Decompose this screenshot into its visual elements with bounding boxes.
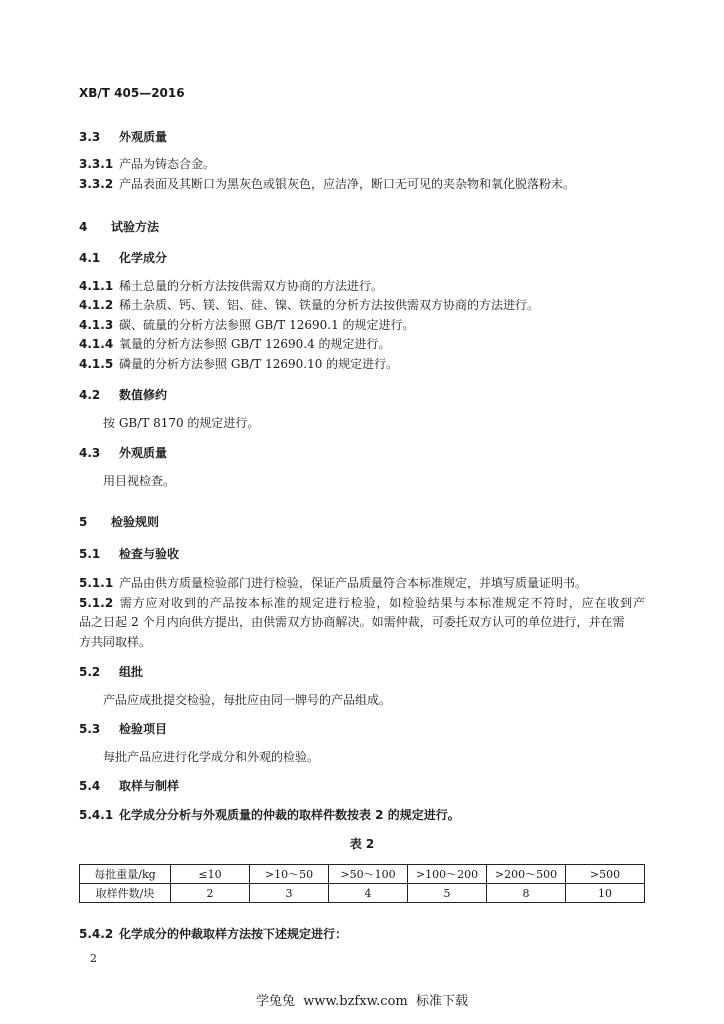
section-4-3-heading (79, 446, 167, 460)
clause-number: 5.4.2 (79, 927, 114, 941)
clause-5-4-2 (79, 927, 347, 941)
sampling-table (79, 864, 645, 903)
table-row (80, 865, 645, 884)
section-number: 4.1 (79, 251, 101, 265)
clause-text: 化学成分分析与外观质量的仲裁的取样件数按表 2 的规定进行。 (119, 808, 460, 822)
table-cell: 5 (408, 884, 487, 903)
section-5-2-body: 产品应成批提交检验，每批应由同一牌号的产品组成。 (103, 693, 392, 707)
section-5-4-heading (79, 779, 179, 793)
clause-5-1-2-line-3: 方共同取样。 (79, 635, 152, 649)
clause-number: 4.1.2 (79, 298, 114, 312)
section-number: 5.2 (79, 665, 101, 679)
clause-3-3-1 (79, 157, 215, 171)
table-row (80, 884, 645, 903)
section-4-2-body: 按 GB/T 8170 的规定进行。 (103, 416, 260, 430)
section-5-heading (79, 515, 159, 529)
clause-text: 氧量的分析方法参照 GB/T 12690.4 的规定进行。 (119, 337, 391, 351)
clause-number: 4.1.1 (79, 279, 114, 293)
section-5-3-body: 每批产品应进行化学成分和外观的检验。 (103, 750, 320, 764)
table-cell: 2 (171, 884, 250, 903)
clause-text: 产品为铸态合金。 (119, 157, 216, 171)
section-4-2-heading (79, 388, 167, 402)
table-cell: >100～200 (408, 865, 487, 884)
clause-number: 5.1.1 (79, 576, 114, 590)
clause-5-4-1 (79, 808, 460, 822)
clause-4-1-5 (79, 357, 398, 371)
clause-number: 3.3.1 (79, 157, 114, 171)
clause-5-1-1 (79, 576, 587, 590)
clause-4-1-1 (79, 279, 383, 293)
clause-4-1-2 (79, 298, 539, 312)
section-title: 取样与制样 (119, 779, 180, 793)
table-cell: 8 (487, 884, 566, 903)
section-number: 3.3 (79, 130, 101, 144)
clause-number: 5.1.2 (79, 596, 114, 610)
section-3-3-heading (79, 130, 167, 144)
section-title: 数值修约 (119, 388, 168, 402)
section-title: 试验方法 (111, 220, 160, 234)
clause-3-3-2 (79, 177, 575, 191)
table-caption: 表 2 (349, 837, 375, 851)
section-4-3-body: 用目视检查。 (103, 474, 176, 488)
section-title: 外观质量 (119, 446, 168, 460)
clause-text: 磷量的分析方法参照 GB/T 12690.10 的规定进行。 (119, 357, 399, 371)
section-number: 5.3 (79, 722, 101, 736)
section-number: 5.4 (79, 779, 101, 793)
clause-text: 需方应对收到的产品按本标准的规定进行检验，如检验结果与本标准规定不符时，应在收到产 (119, 596, 645, 610)
table-row-label: 每批重量/kg (80, 865, 171, 884)
section-title: 组批 (119, 665, 144, 679)
clause-text: 产品表面及其断口为黑灰色或银灰色，应洁净，断口无可见的夹杂物和氧化脱落粉末。 (119, 177, 576, 191)
section-title: 化学成分 (119, 251, 168, 265)
section-title: 检验规则 (111, 515, 160, 529)
table-cell: ≤10 (171, 865, 250, 884)
clause-text: 化学成分的仲裁取样方法按下述规定进行： (119, 927, 348, 941)
section-title: 外观质量 (119, 130, 168, 144)
clause-number: 4.1.5 (79, 357, 114, 371)
section-5-1-heading (79, 547, 179, 561)
clause-number: 3.3.2 (79, 177, 114, 191)
clause-number: 4.1.3 (79, 318, 114, 332)
table-row-label: 取样件数/块 (80, 884, 171, 903)
section-title: 检查与验收 (119, 547, 180, 561)
standard-code: XB/T 405—2016 (79, 86, 185, 100)
section-number: 5 (79, 515, 88, 529)
section-5-3-heading (79, 722, 167, 736)
clause-text: 稀土总量的分析方法按供需双方协商的方法进行。 (119, 279, 384, 293)
table-cell: 4 (329, 884, 408, 903)
section-5-2-heading (79, 665, 143, 679)
clause-5-1-2-line-2: 品之日起 2 个月内向供方提出，由供需双方协商解决。如需仲裁，可委托双方认可的单位进行，并在需 (79, 615, 625, 629)
clause-text: 碳、硫量的分析方法参照 GB/T 12690.1 的规定进行。 (119, 318, 415, 332)
page-number: 2 (90, 952, 97, 965)
section-number: 4 (79, 220, 88, 234)
clause-4-1-4 (79, 337, 391, 351)
section-4-1-heading (79, 251, 167, 265)
clause-number: 4.1.4 (79, 337, 114, 351)
clause-number: 5.4.1 (79, 808, 114, 822)
table-cell: >10～50 (250, 865, 329, 884)
table-cell: 10 (566, 884, 645, 903)
table-cell: >50～100 (329, 865, 408, 884)
clause-5-1-2-line-1 (79, 596, 645, 610)
table-cell: 3 (250, 884, 329, 903)
table-cell: >200～500 (487, 865, 566, 884)
section-4-heading (79, 220, 159, 234)
watermark-footer: 学兔兔 www.bzfxw.com 标准下载 (256, 994, 468, 1009)
section-number: 5.1 (79, 547, 101, 561)
table-cell: >500 (566, 865, 645, 884)
clause-text: 产品由供方质量检验部门进行检验，保证产品质量符合本标准规定，并填写质量证明书。 (119, 576, 588, 590)
section-number: 4.2 (79, 388, 101, 402)
section-number: 4.3 (79, 446, 101, 460)
section-title: 检验项目 (119, 722, 168, 736)
clause-text: 稀土杂质、钙、镁、铝、硅、镍、铁量的分析方法按供需双方协商的方法进行。 (119, 298, 540, 312)
clause-4-1-3 (79, 318, 415, 332)
